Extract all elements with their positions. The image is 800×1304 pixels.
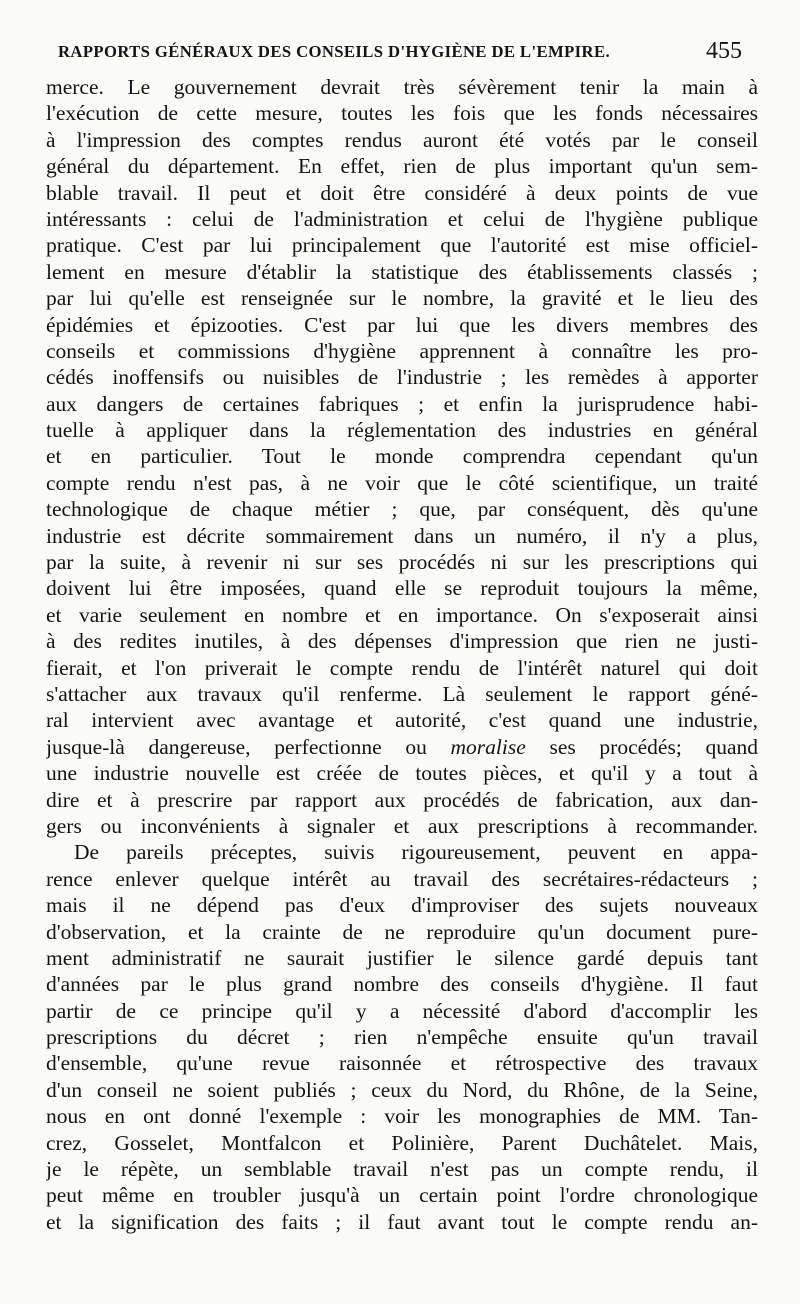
text-line: général du département. En effet, rien de plus important qu'un sem- xyxy=(46,154,758,179)
text-line: tuelle à appliquer dans la réglementation des industries en général xyxy=(46,418,758,443)
text-line: doivent lui être imposées, quand elle se reproduit toujours la même, xyxy=(46,576,758,601)
text-line: et la signification des faits ; il faut avant tout le compte rendu an- xyxy=(46,1209,758,1234)
text-line: merce. Le gouvernement devrait très sévèrement tenir la main à xyxy=(46,75,758,99)
text-line: à des redites inutiles, à des dépenses d'impression que rien ne justi- xyxy=(46,629,758,654)
text-line: ral intervient avec avantage et autorité, c'est quand une industrie, xyxy=(46,708,758,733)
text-line: dire et à prescrire par rapport aux procédés de fabrication, aux dan- xyxy=(46,787,758,812)
text-line: nous en ont donné l'exemple : voir les monographies de MM. Tan- xyxy=(46,1104,758,1129)
text-line-with-italic xyxy=(46,734,758,760)
text-line: une industrie nouvelle est créée de toutes pièces, et qu'il y a tout à xyxy=(46,761,758,786)
text-line: cédés inoffensifs ou nuisibles de l'industrie ; les remèdes à apporter xyxy=(46,365,758,390)
text-line: technologique de chaque métier ; que, par conséquent, dès qu'une xyxy=(46,497,758,522)
text-line: pratique. C'est par lui principalement que l'autorité est mise officiel- xyxy=(46,233,758,258)
text-line: l'exécution de cette mesure, toutes les fois que les fonds nécessaires xyxy=(46,101,758,126)
text-line: ment administratif ne saurait justifier le silence gardé depuis tant xyxy=(46,945,758,970)
text-line: partir de ce principe qu'il y a nécessité d'abord d'accomplir les xyxy=(46,998,758,1023)
text-line: et varie seulement en nombre et en importance. On s'exposerait ainsi xyxy=(46,602,758,627)
text-line: par la suite, à revenir ni sur ses procédés ni sur les prescriptions qui xyxy=(46,550,758,575)
text-line: d'un conseil ne soient publiés ; ceux du Nord, du Rhône, de la Seine, xyxy=(46,1077,758,1102)
text-line: crez, Gosselet, Montfalcon et Polinière, Parent Duchâtelet. Mais, xyxy=(46,1130,758,1155)
text-line: à l'impression des comptes rendus auront été votés par le conseil xyxy=(46,127,758,152)
text-line: lement en mesure d'établir la statistique des établissements classés ; xyxy=(46,259,758,284)
text-line: prescriptions du décret ; rien n'empêche ensuite qu'un travail xyxy=(46,1025,758,1050)
running-title: RAPPORTS GÉNÉRAUX DES CONSEILS D'HYGIÈNE DE L'EMPIRE. xyxy=(58,42,611,61)
text-line: et en particulier. Tout le monde comprendra cependant qu'un xyxy=(46,444,758,469)
text-line: aux dangers de certaines fabriques ; et enfin la jurisprudence habi- xyxy=(46,391,758,416)
text-line: mais il ne dépend pas d'eux d'improviser des sujets nouveaux xyxy=(46,893,758,918)
text-line: fierait, et l'on priverait le compte rendu de l'intérêt naturel qui doit xyxy=(46,655,758,680)
text-line: gers ou inconvénients à signaler et aux prescriptions à recommander. xyxy=(46,813,758,838)
text-line: intéressants : celui de l'administration et celui de l'hygiène publique xyxy=(46,206,758,231)
body-text xyxy=(46,74,758,1235)
italic-word: moralise xyxy=(450,734,526,759)
text-line: d'observation, et la crainte de ne reproduire qu'un document pure- xyxy=(46,919,758,944)
text-fragment: jusque-là dangereuse, perfectionne ou xyxy=(46,734,427,759)
text-line: d'années par le plus grand nombre des conseils d'hygiène. Il faut xyxy=(46,972,758,997)
paragraph-first-line: De pareils préceptes, suivis rigoureusement, peuvent en appa- xyxy=(74,840,758,865)
text-line: industrie est décrite sommairement dans un numéro, il n'y a plus, xyxy=(46,523,758,548)
text-line: blable travail. Il peut et doit être considéré à deux points de vue xyxy=(46,180,758,205)
page-number: 455 xyxy=(706,38,742,64)
text-fragment: ses procédés; quand xyxy=(549,734,758,759)
text-line: par lui qu'elle est renseignée sur le nombre, la gravité et le lieu des xyxy=(46,286,758,311)
running-head xyxy=(58,38,748,68)
text-line: rence enlever quelque intérêt au travail des secrétaires-rédacteurs ; xyxy=(46,866,758,891)
text-line: épidémies et épizooties. C'est par lui que les divers membres des xyxy=(46,312,758,337)
text-line: compte rendu n'est pas, à ne voir que le côté scientifique, un traité xyxy=(46,470,758,495)
text-line: d'ensemble, qu'une revue raisonnée et rétrospective des travaux xyxy=(46,1051,758,1076)
text-line: je le répète, un semblable travail n'est pas un compte rendu, il xyxy=(46,1157,758,1182)
text-line: s'attacher aux travaux qu'il renferme. Là seulement le rapport géné- xyxy=(46,681,758,706)
text-line: conseils et commissions d'hygiène apprennent à connaître les pro- xyxy=(46,338,758,363)
text-line: peut même en troubler jusqu'à un certain point l'ordre chronologique xyxy=(46,1183,758,1208)
